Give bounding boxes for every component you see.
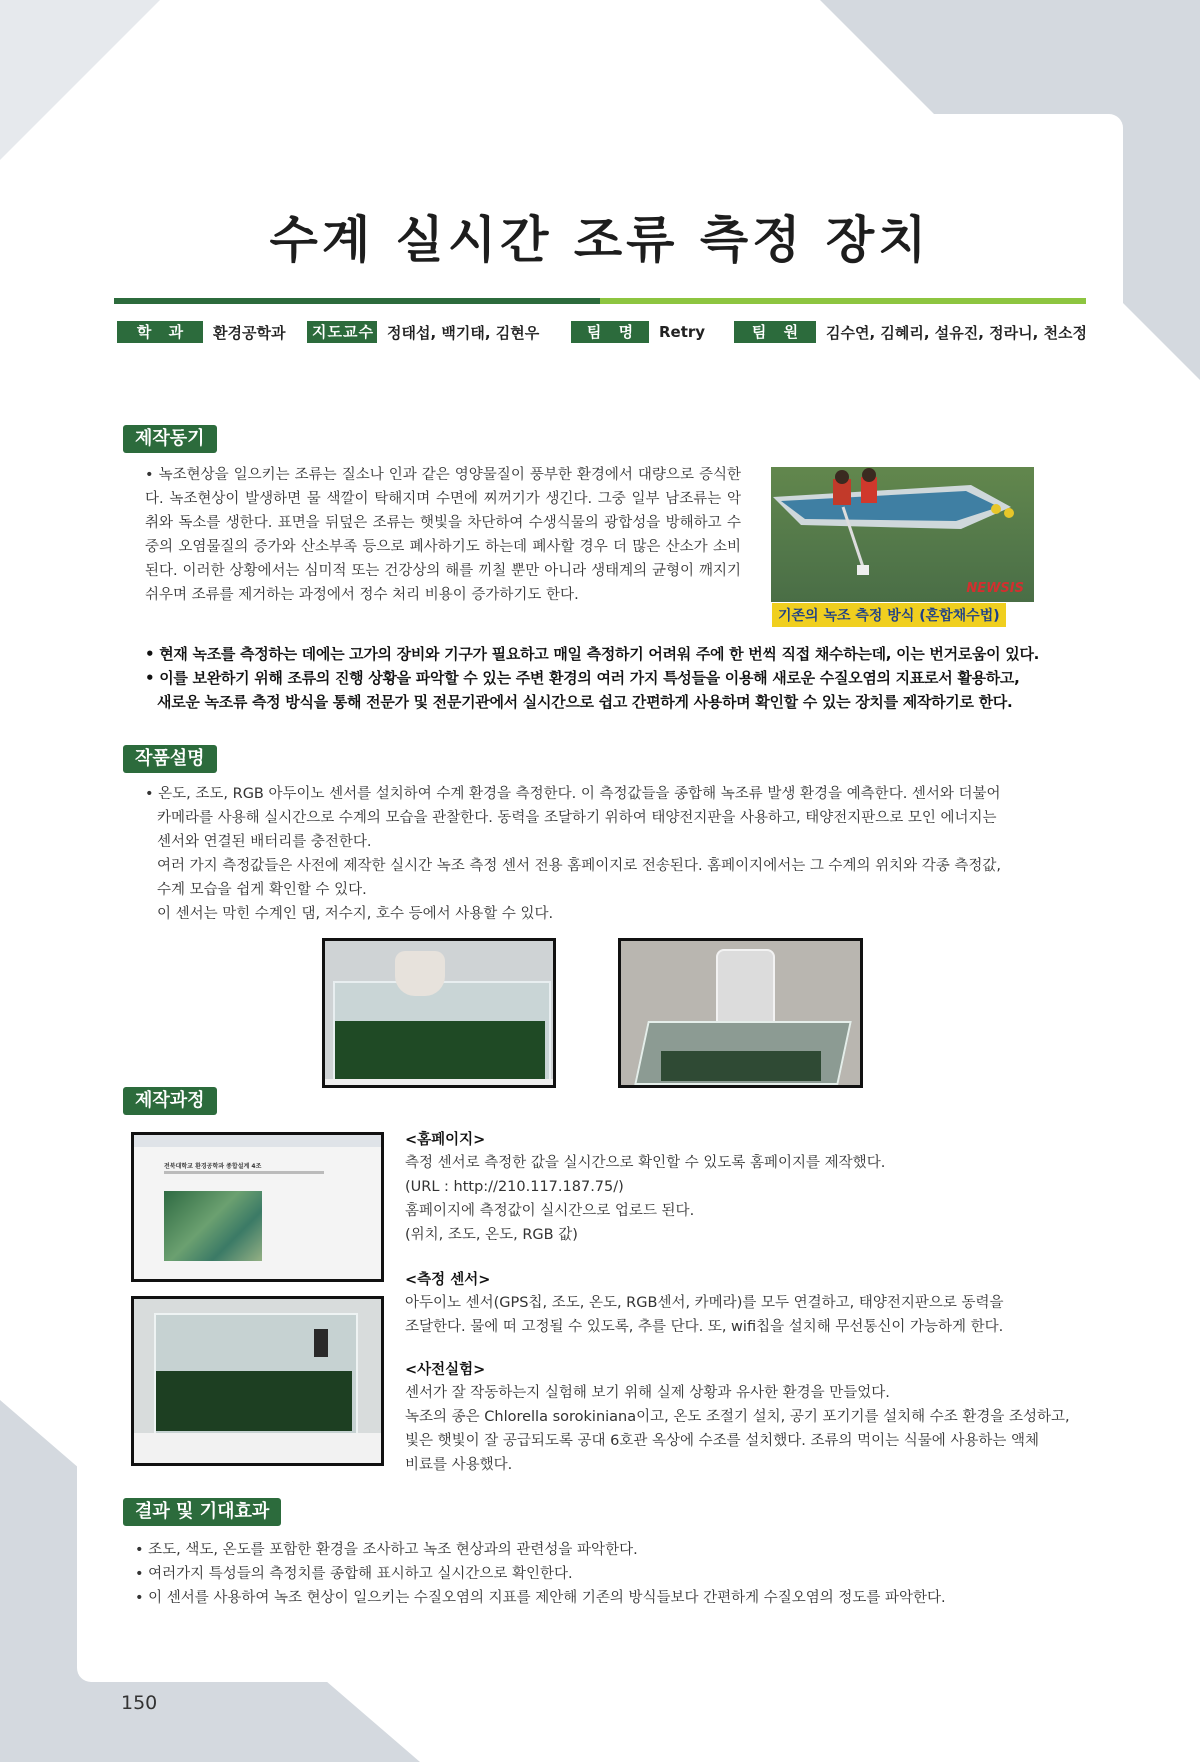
homepage-line: 홈페이지에 측정값이 실시간으로 업로드 된다. — [405, 1203, 695, 1219]
description-line: 여러 가지 측정값들은 사전에 제작한 실시간 녹조 측정 센서 전용 홈페이지로 전송된다. 홈페이지에서는 그 수계의 위치와 각종 측정값, — [157, 858, 1001, 874]
tank-photo-2 — [618, 938, 863, 1088]
homepage-screenshot — [131, 1132, 384, 1282]
experiment-subheading: <사전실험> — [405, 1362, 486, 1378]
dept-value: 환경공학과 — [213, 323, 286, 342]
meta-members — [734, 320, 1087, 344]
motivation-bold-2a: • 이를 보완하기 위해 조류의 진행 상황을 파악할 수 있는 주변 환경의 여러 가지 특성들을 이용해 새로운 수질오염의 지표로서 활용하고, — [145, 669, 1020, 687]
description-line: 수계 모습을 쉽게 확인할 수 있다. — [157, 882, 367, 898]
description-line: • 온도, 조도, RGB 아두이노 센서를 설치하여 수계 환경을 측정한다. 이 측정값들을 종합해 녹조류 발생 환경을 예측한다. 센서와 더불어 — [145, 786, 1001, 802]
sensor-text — [405, 1291, 1004, 1339]
experiment-line: 센서가 잘 작동하는지 실험해 보기 위해 실제 상황과 유사한 환경을 만들었다. — [405, 1385, 890, 1401]
section-heading-description: 작품설명 — [123, 745, 217, 773]
sensor-line: 조달한다. 물에 떠 고정될 수 있도록, 추를 단다. 또, wifi칩을 설치해 무선통신이 가능하게 한다. — [405, 1319, 1004, 1335]
section-heading-motivation: 제작동기 — [123, 425, 217, 453]
sensor-subheading: <측정 센서> — [405, 1272, 491, 1288]
motivation-bold-1: • 현재 녹조를 측정하는 데에는 고가의 장비와 기구가 필요하고 매일 측정하기 어려워 주에 한 번씩 직접 채수하는데, 이는 번거로움이 있다. — [145, 645, 1040, 663]
results-line: • 이 센서를 사용하여 녹조 현상이 일으키는 수질오염의 지표를 제안해 기존의 방식들보다 간편하게 수질오염의 정도를 파악한다. — [135, 1590, 946, 1606]
sensor-line: 아두이노 센서(GPS칩, 조도, 온도, RGB센서, 카메라)를 모두 연결하고, 태양전지판으로 동력을 — [405, 1295, 1004, 1311]
section-heading-results: 결과 및 기대효과 — [123, 1498, 281, 1526]
motivation-paragraph: • 녹조현상을 일으키는 조류는 질소나 인과 같은 영양물질이 풍부한 환경에서 대량으로 증식한다. 녹조현상이 발생하면 물 색깔이 탁해지며 수면에 찌꺼기가 생긴다. 그중 일부 남조류는 악취와 독소를 생한다. 표면을 뒤덮은 조류는 햇빛을 차단하여 수생식물의 광합성을 방해하고 수중의 오염물질의 증가와 산소부족 등으로 폐사하기도 하는데 폐사할 경우 더 많은 산소가 소비된다. 이러한 상황에서는 심미적 또는 건강상의 해를 끼칠 뿐만 아니라 생태계의 균형이 깨지기 쉬우며 조류를 제거하는 과정에서 정수 처리 비용이 증가하기도 한다. — [145, 467, 741, 603]
motivation-bold-2b: 새로운 녹조류 측정 방식을 통해 전문가 및 전문기관에서 실시간으로 쉽고 간편하게 사용하며 확인할 수 있는 장치를 제작하기로 한다. — [157, 693, 1013, 711]
screenshot-title: 전북대학교 환경공학과 종합설계 4조 — [164, 1163, 262, 1170]
meta-dept — [117, 320, 285, 344]
results-line: • 여러가지 특성들의 측정치를 종합해 표시하고 실시간으로 확인한다. — [135, 1566, 573, 1582]
meta-advisor — [307, 320, 539, 344]
advisor-tag: 지도교수 — [307, 321, 377, 343]
members-value: 김수연, 김혜리, 설유진, 정라니, 천소정 — [826, 323, 1088, 342]
homepage-line: 측정 센서로 측정한 값을 실시간으로 확인할 수 있도록 홈페이지를 제작했다. — [405, 1155, 886, 1171]
photo-caption: 기존의 녹조 측정 방식 (혼합채수법) — [772, 603, 1006, 627]
experiment-text — [405, 1381, 1070, 1477]
title-rule-dark — [114, 298, 600, 304]
sensor-tank-photo — [131, 1296, 384, 1466]
results-text — [135, 1538, 946, 1610]
meta-team — [571, 320, 705, 344]
homepage-subheading: <홈페이지> — [405, 1132, 486, 1148]
description-line: 카메라를 사용해 실시간으로 수계의 모습을 관찰한다. 동력을 조달하기 위하여 태양전지판을 사용하고, 태양전지판으로 모인 에너지는 — [157, 810, 997, 826]
members-tag: 팀 원 — [734, 321, 816, 343]
description-line: 이 센서는 막힌 수계인 댐, 저수지, 호수 등에서 사용할 수 있다. — [157, 906, 554, 922]
dept-tag: 학 과 — [117, 321, 203, 343]
team-value: Retry — [659, 323, 706, 341]
results-line: • 조도, 색도, 온도를 포함한 환경을 조사하고 녹조 현상과의 관련성을 파악한다. — [135, 1542, 638, 1558]
advisor-value: 정태섭, 백기태, 김현우 — [387, 323, 540, 342]
tank-photo-1 — [322, 938, 556, 1088]
section-heading-process: 제작과정 — [123, 1087, 217, 1115]
photo-watermark: NEWSIS — [966, 581, 1024, 596]
poster-title: 수계 실시간 조류 측정 장치 — [269, 211, 931, 269]
homepage-line: (URL : http://210.117.187.75/) — [405, 1179, 624, 1195]
experiment-line: 녹조의 종은 Chlorella sorokiniana이고, 온도 조절기 설치, 공기 포기기를 설치해 수조 환경을 조성하고, — [405, 1409, 1070, 1425]
experiment-line: 비료를 사용했다. — [405, 1457, 513, 1473]
team-tag: 팀 명 — [571, 321, 649, 343]
description-line: 센서와 연결된 배터리를 충전한다. — [157, 834, 372, 850]
algae-sampling-photo — [771, 467, 1034, 602]
page-number: 150 — [121, 1692, 158, 1714]
homepage-text — [405, 1151, 885, 1247]
description-paragraph — [145, 782, 1045, 926]
experiment-line: 빛은 햇빛이 잘 공급되도록 공대 6호관 옥상에 수조를 설치했다. 조류의 먹이는 식물에 사용하는 액체 — [405, 1433, 1040, 1449]
homepage-line: (위치, 조도, 온도, RGB 값) — [405, 1227, 578, 1243]
title-rule-light — [600, 298, 1086, 304]
